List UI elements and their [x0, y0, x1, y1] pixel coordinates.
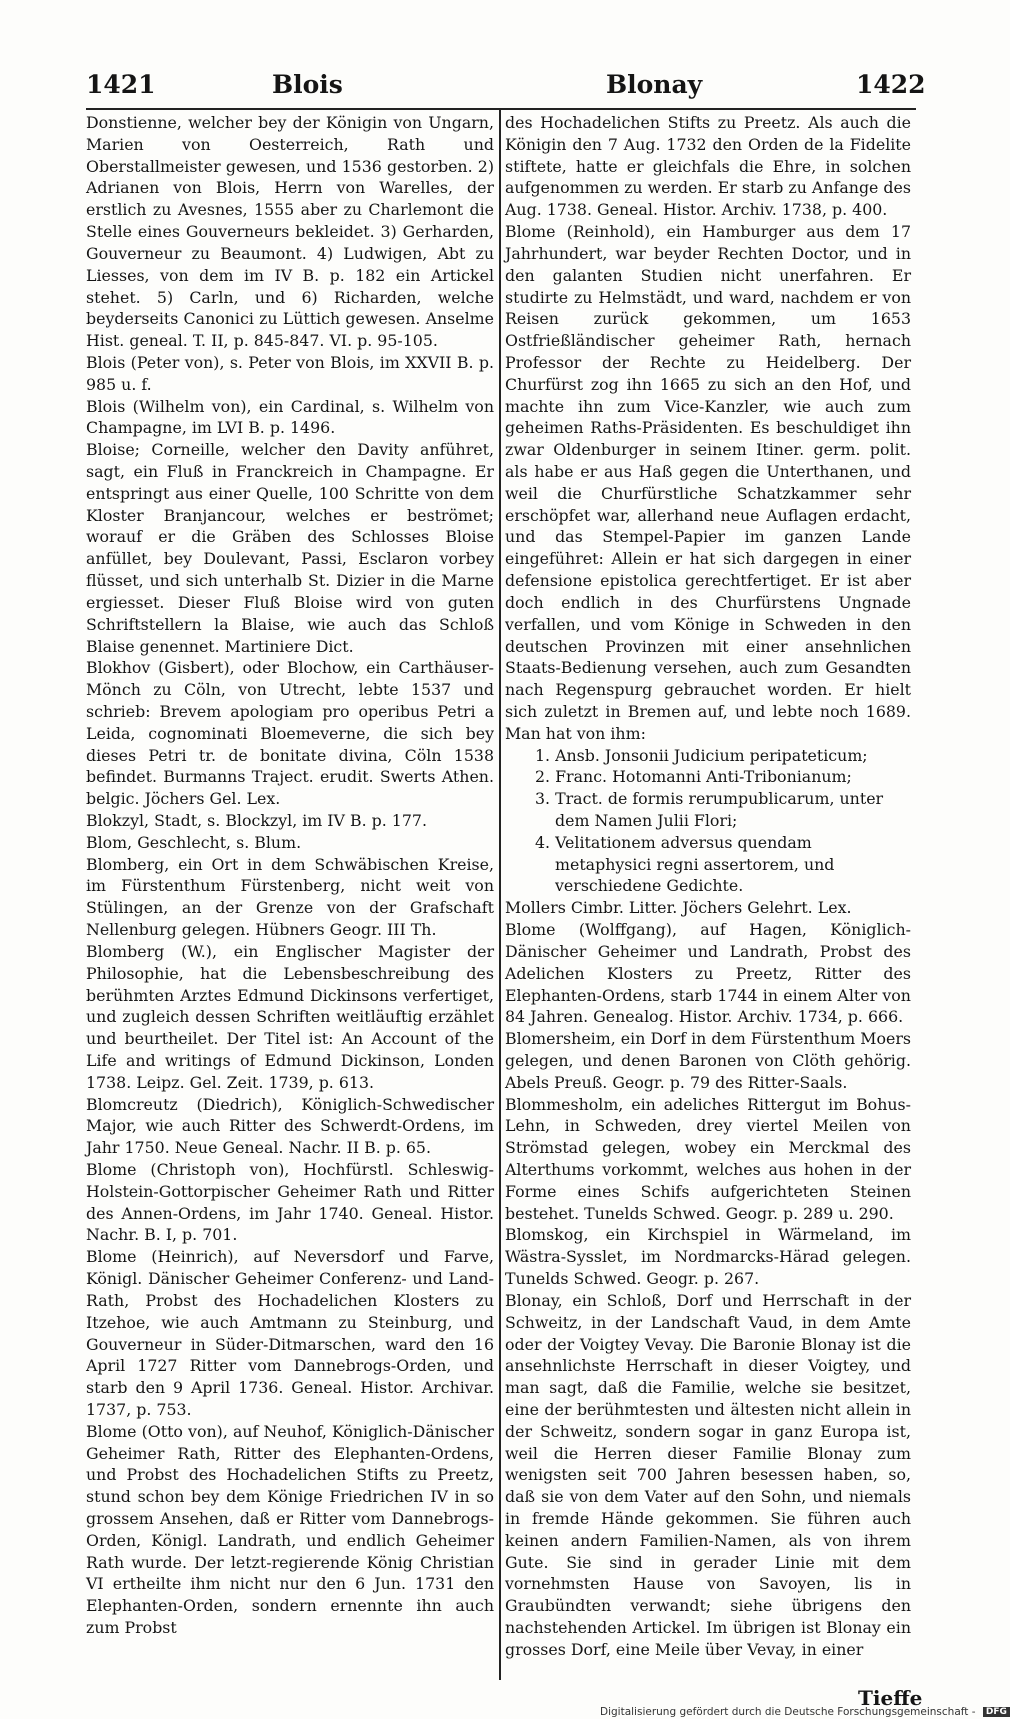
entry-paragraph: des Hochadelichen Stifts zu Preetz. Als auch die Königin den 7 Aug. 1732 den Orden de la Fidelite stiftete, hatte er gleichfals die Ehre, in solchen aufgenommen zu werden. Er starb zu Anfange des Aug. 1738. Geneal. Histor. Archiv. 1738, p. 400.	[505, 113, 911, 220]
entry-paragraph: Donstienne, welcher bey der Königin von Ungarn, Marien von Oesterreich, Rath und Oberstallmeister gewesen, und 1536 gestorben. 2) Adrianen von Blois, Herrn von Warelles, der erstlich zu Avesnes, 1555 aber zu Charlemont die Stelle eines Gouverneurs bekleidet. 3) Gerharden, Gouverneur zu Beaumont. 4) Ludwigen, Abt zu Liesses, von dem im IV B. p. 182 ein Artickel stehet. 5) Carln, und 6) Richarden, welche beyderseits Canonici zu Lüttich gewesen. Anselme Hist. geneal. T. II, p. 845-847. VI. p. 95-105.	[86, 113, 494, 351]
left-page-number: 1421	[86, 70, 156, 99]
digitization-footer	[600, 1706, 1007, 1719]
entry-paragraph: Blois (Wilhelm von), ein Cardinal, s. Wilhelm von Champagne, im LVI B. p. 1496.	[86, 396, 494, 438]
entry-paragraph: Blome (Otto von), auf Neuhof, Königlich-Dänischer Geheimer Rath, Ritter des Elephanten-Ordens, und Probst des Hochadelichen Stifts zu Preetz, stund schon bey dem Könige Friedrichen IV in so grossem Ansehen, daß er Ritter vom Dannebrogs-Orden, Königl. Landrath, und endlich Geheimer Rath wurde. Der letzt-regierende König Christian VI ertheilte ihm nicht nur den 6 Jun. 1731 den Elephanten-Orden, sondern ernennte ihn auch zum Probst	[86, 1421, 494, 1638]
footer-text: Digitalisierung gefördert durch die Deutsche Forschungsgemeinschaft -	[600, 1706, 976, 1718]
entry-paragraph: Blokhov (Gisbert), oder Blochow, ein Carthäuser-Mönch zu Cöln, von Utrecht, lebte 1537 und schrieb: Brevem apologiam pro operibus Petri a Leida, cognominati Bloemeverne, die sich bey dieses Petri tr. de bonitate divina, Cöln 1538 befindet. Burmanns Traject. erudit. Swerts Athen. belgic. Jöchers Gel. Lex.	[86, 658, 494, 809]
entry-paragraph: Blome (Wolffgang), auf Hagen, Königlich-Dänischer Geheimer und Landrath, Probst des Adelichen Klosters zu Preetz, Ritter des Elephanten-Ordens, starb 1744 in einem Alter von 84 Jahren. Genealog. Histor. Archiv. 1734, p. 666.	[505, 920, 911, 1027]
entry-paragraph: Blomcreutz (Diedrich), Königlich-Schwedischer Major, wie auch Ritter des Schwerdt-Ordens, im Jahr 1750. Neue Geneal. Nachr. II B. p. 65.	[86, 1094, 494, 1158]
column-divider	[499, 110, 501, 1680]
left-column	[86, 112, 494, 1639]
entry-paragraph: Blom, Geschlecht, s. Blum.	[86, 832, 302, 852]
entry-paragraph: Blois (Peter von), s. Peter von Blois, im XXVII B. p. 985 u. f.	[86, 352, 494, 394]
right-running-title: Blonay	[606, 70, 703, 99]
entry-paragraph: Bloise; Corneille, welcher den Davity anführet, sagt, ein Fluß in Franckreich in Champagne. Er entspringt aus einer Quelle, 100 Schritte von dem Kloster Branjancour, welches er beströmet; worauf er die Gräben des Schlosses Bloise anfüllet, bey Doulevant, Passi, Esclaron vorbey flüsset, und sich unterhalb St. Dizier in die Marne ergiesset. Dieser Fluß Bloise wird von guten Schriftstellern la Blaise, wie auch das Schloß Blaise genennet. Martiniere Dict.	[86, 440, 494, 656]
right-column	[505, 112, 911, 1661]
works-list	[505, 745, 911, 898]
entry-paragraph: Blokzyl, Stadt, s. Blockzyl, im IV B. p. 177.	[86, 811, 427, 830]
entry-paragraph: Blome (Heinrich), auf Neversdorf und Farve, Königl. Dänischer Geheimer Conferenz- und Land-Rath, Probst des Hochadelichen Klosters zu Itzehoe, wie auch Amtmann zu Steinburg, und Gouverneur in Süder-Ditmarschen, ward den 16 April 1727 Ritter vom Dannebrogs-Orden, und starb den 9 April 1736. Geneal. Histor. Archivar. 1737, p. 753.	[86, 1247, 494, 1419]
works-list-item: 2. Franc. Hotomanni Anti-Tribonianum;	[535, 767, 852, 787]
entry-paragraph: Blomersheim, ein Dorf in dem Fürstenthum Moers gelegen, und denen Baronen von Clöth gehörig. Abels Preuß. Geogr. p. 79 des Ritter-Saals.	[505, 1029, 911, 1092]
entry-paragraph: Blommesholm, ein adeliches Rittergut im Bohus-Lehn, in Schweden, drey viertel Meilen von Strömstad gelegen, wobey ein Merckmal des Alterthums vorkommt, welches aus hohen in der Forme eines Schifs aufgerichteten Steinen bestehet. Tunelds Schwed. Geogr. p. 289 u. 290.	[505, 1094, 911, 1223]
works-list-item: 3. Tract. de formis rerumpublicarum, unter dem Namen Julii Flori;	[535, 789, 884, 830]
header-rule	[86, 108, 916, 110]
entry-paragraph: Blomskog, ein Kirchspiel in Wärmeland, im Wästra-Sysslet, im Nordmarcks-Härad gelegen. Tunelds Schwed. Geogr. p. 267.	[505, 1225, 911, 1289]
right-page-number: 1422	[856, 70, 926, 99]
works-list-item: 1. Ansb. Jonsonii Judicium peripateticum;	[535, 745, 868, 765]
entry-paragraph: Mollers Cimbr. Litter. Jöchers Gelehrt. Lex.	[505, 898, 852, 918]
entry-paragraph: Blonay, ein Schloß, Dorf und Herrschaft in der Schweitz, in der Landschaft Vaud, in dem Amte oder der Voigtey Vevay. Die Baronie Blonay ist die ansehnlichste Herrschaft in dieser Voigtey, und man sagt, daß die Familie, welche sie besitzet, eine der berühmtesten und ältesten nicht allein in der Schweitz, sondern sogar in ganz Europa ist, weil die Herren dieser Familie Blonay zum wenigsten seit 700 Jahren besessen haben, so, daß sie von dem Vater auf den Sohn, und niemals in fremde Hände gekommen. Sie führen auch keinen andern Familien-Namen, als von ihrem Gute. Sie sind in gerader Linie mit dem vornehmsten Hause von Savoyen, lis in Graubündten verwandt; siehe übrigens den nachstehenden Artickel. Im übrigen ist Blonay ein grosses Dorf, eine Meile über Vevay, in einer	[505, 1290, 911, 1659]
entry-paragraph: Blome (Reinhold), ein Hamburger aus dem 17 Jahrhundert, war beyder Rechten Doctor, und in den galanten Studien nicht unerfahren. Er studirte zu Helmstädt, und ward, nachdem er von Reisen zurück gekommen, um 1653 Ostfrießländischer geheimer Rath, hernach Professor der Rechte zu Heidelberg. Der Churfürst zog ihn 1665 zu sich an den Hof, und machte ihn zum Vice-Kanzler, wie auch zum geheimen Raths-Präsidenten. Es beschuldiget ihn zwar Oldenburger in seinem Itiner. germ. polit. als habe er aus Haß gegen die Unterthanen, und weil die Churfürstliche Schatzkammer sehr erschöpfet war, allerhand neue Auflagen erdacht, und das Stempel-Papier im ganzen Lande eingeführet: Allein er hat sich dargegen in einer defensione epistolica gerechtfertiget. Er ist aber doch endlich in des Churfürstens Ungnade verfallen, und vom Könige in Schweden in den deutschen Provinzen mit einer ansehnlichen Staats-Bedienung versehen, auch zum Gesandten nach Regenspurg gebrauchet worden. Er hielt sich zuletzt in Bremen auf, und lebte noch 1689. Man hat von ihm:	[505, 222, 911, 743]
entry-paragraph: Blomberg, ein Ort in dem Schwäbischen Kreise, im Fürstenthum Fürstenberg, nicht weit von Stülingen, an der Grenze von der Grafschaft Nellenburg gelegen. Hübners Geogr. III Th.	[86, 854, 494, 940]
catchword: Tieffe	[858, 1686, 923, 1710]
works-list-item: 4. Velitationem adversus quendam metaphysici regni assertorem, und verschiedene Gedichte.	[535, 832, 835, 896]
dfg-logo-icon: DFG	[983, 1707, 1010, 1717]
entry-paragraph: Blomberg (W.), ein Englischer Magister der Philosophie, hat die Lebensbeschreibung des berühmten Arztes Edmund Dickinsons verfertiget, und zugleich dessen Schriften weitläuftig erzählet und beurtheilet. Der Titel ist: An Account of the Life and writings of Edmund Dickinson, Londen 1738. Leipz. Gel. Zeit. 1739, p. 613.	[86, 941, 494, 1092]
left-running-title: Blois	[272, 70, 343, 99]
entry-paragraph: Blome (Christoph von), Hochfürstl. Schleswig-Holstein-Gottorpischer Geheimer Rath und Ritter des Annen-Ordens, im Jahr 1740. Geneal. Histor. Nachr. B. I, p. 701.	[86, 1160, 494, 1245]
page-header	[86, 66, 926, 102]
